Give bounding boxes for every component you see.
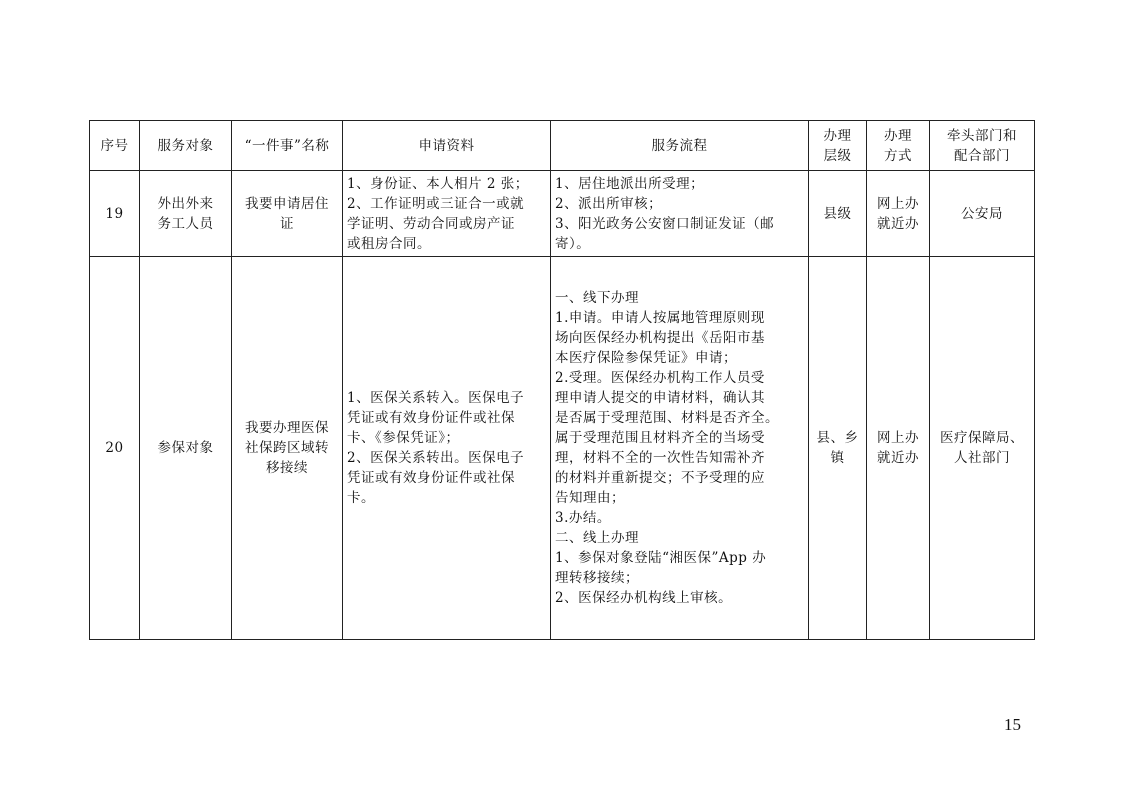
cell-target: 外出外来 务工人员	[140, 171, 232, 257]
cell-process: 1、居住地派出所受理； 2、派出所审核； 3、阳光政务公安窗口制证发证（邮 寄）。	[551, 171, 809, 257]
header-dept: 牵头部门和 配合部门	[930, 121, 1035, 171]
header-level: 办理 层级	[809, 121, 867, 171]
cell-materials: 1、身份证、本人相片 2 张； 2、工作证明或三证合一或就 学证明、劳动合同或房产证 或租房合同。	[343, 171, 551, 257]
header-method: 办理 方式	[867, 121, 930, 171]
header-name: “一件事”名称	[232, 121, 343, 171]
cell-no: 19	[90, 171, 140, 257]
page-number: 15	[1004, 715, 1021, 734]
cell-name: 我要办理医保 社保跨区域转 移接续	[232, 257, 343, 640]
cell-method: 网上办 就近办	[867, 257, 930, 640]
cell-process: 一、线下办理 1.申请。申请人按属地管理原则现 场向医保经办机构提出《岳阳市基 本医疗保险参保凭证》申请； 2.受理。医保经办机构工作人员受 理申请人提交的申请材料，确认其 是否属于受理范围、材料是否齐全。 属于受理范围且材料齐全的当场受 理，材料不全的一次性告知需补齐 的材料并重新提交；不予受理的应 告知理由； 3.办结。 二、线上办理 1、参保对象登陆“湘医保”App 办 理转移接续； 2、医保经办机构线上审核。	[551, 257, 809, 640]
header-process: 服务流程	[551, 121, 809, 171]
header-materials: 申请资料	[343, 121, 551, 171]
header-target: 服务对象	[140, 121, 232, 171]
header-no: 序号	[90, 121, 140, 171]
cell-target: 参保对象	[140, 257, 232, 640]
table-row	[90, 257, 1035, 640]
cell-method: 网上办 就近办	[867, 171, 930, 257]
cell-materials: 1、医保关系转入。医保电子 凭证或有效身份证件或社保 卡、《参保凭证》； 2、医保关系转出。医保电子 凭证或有效身份证件或社保 卡。	[343, 257, 551, 640]
table-row	[90, 171, 1035, 257]
cell-name: 我要申请居住 证	[232, 171, 343, 257]
cell-level: 县级	[809, 171, 867, 257]
service-table	[89, 120, 1035, 640]
cell-dept: 公安局	[930, 171, 1035, 257]
cell-level: 县、乡 镇	[809, 257, 867, 640]
table-header-row	[90, 121, 1035, 171]
cell-no: 20	[90, 257, 140, 640]
cell-dept: 医疗保障局、 人社部门	[930, 257, 1035, 640]
